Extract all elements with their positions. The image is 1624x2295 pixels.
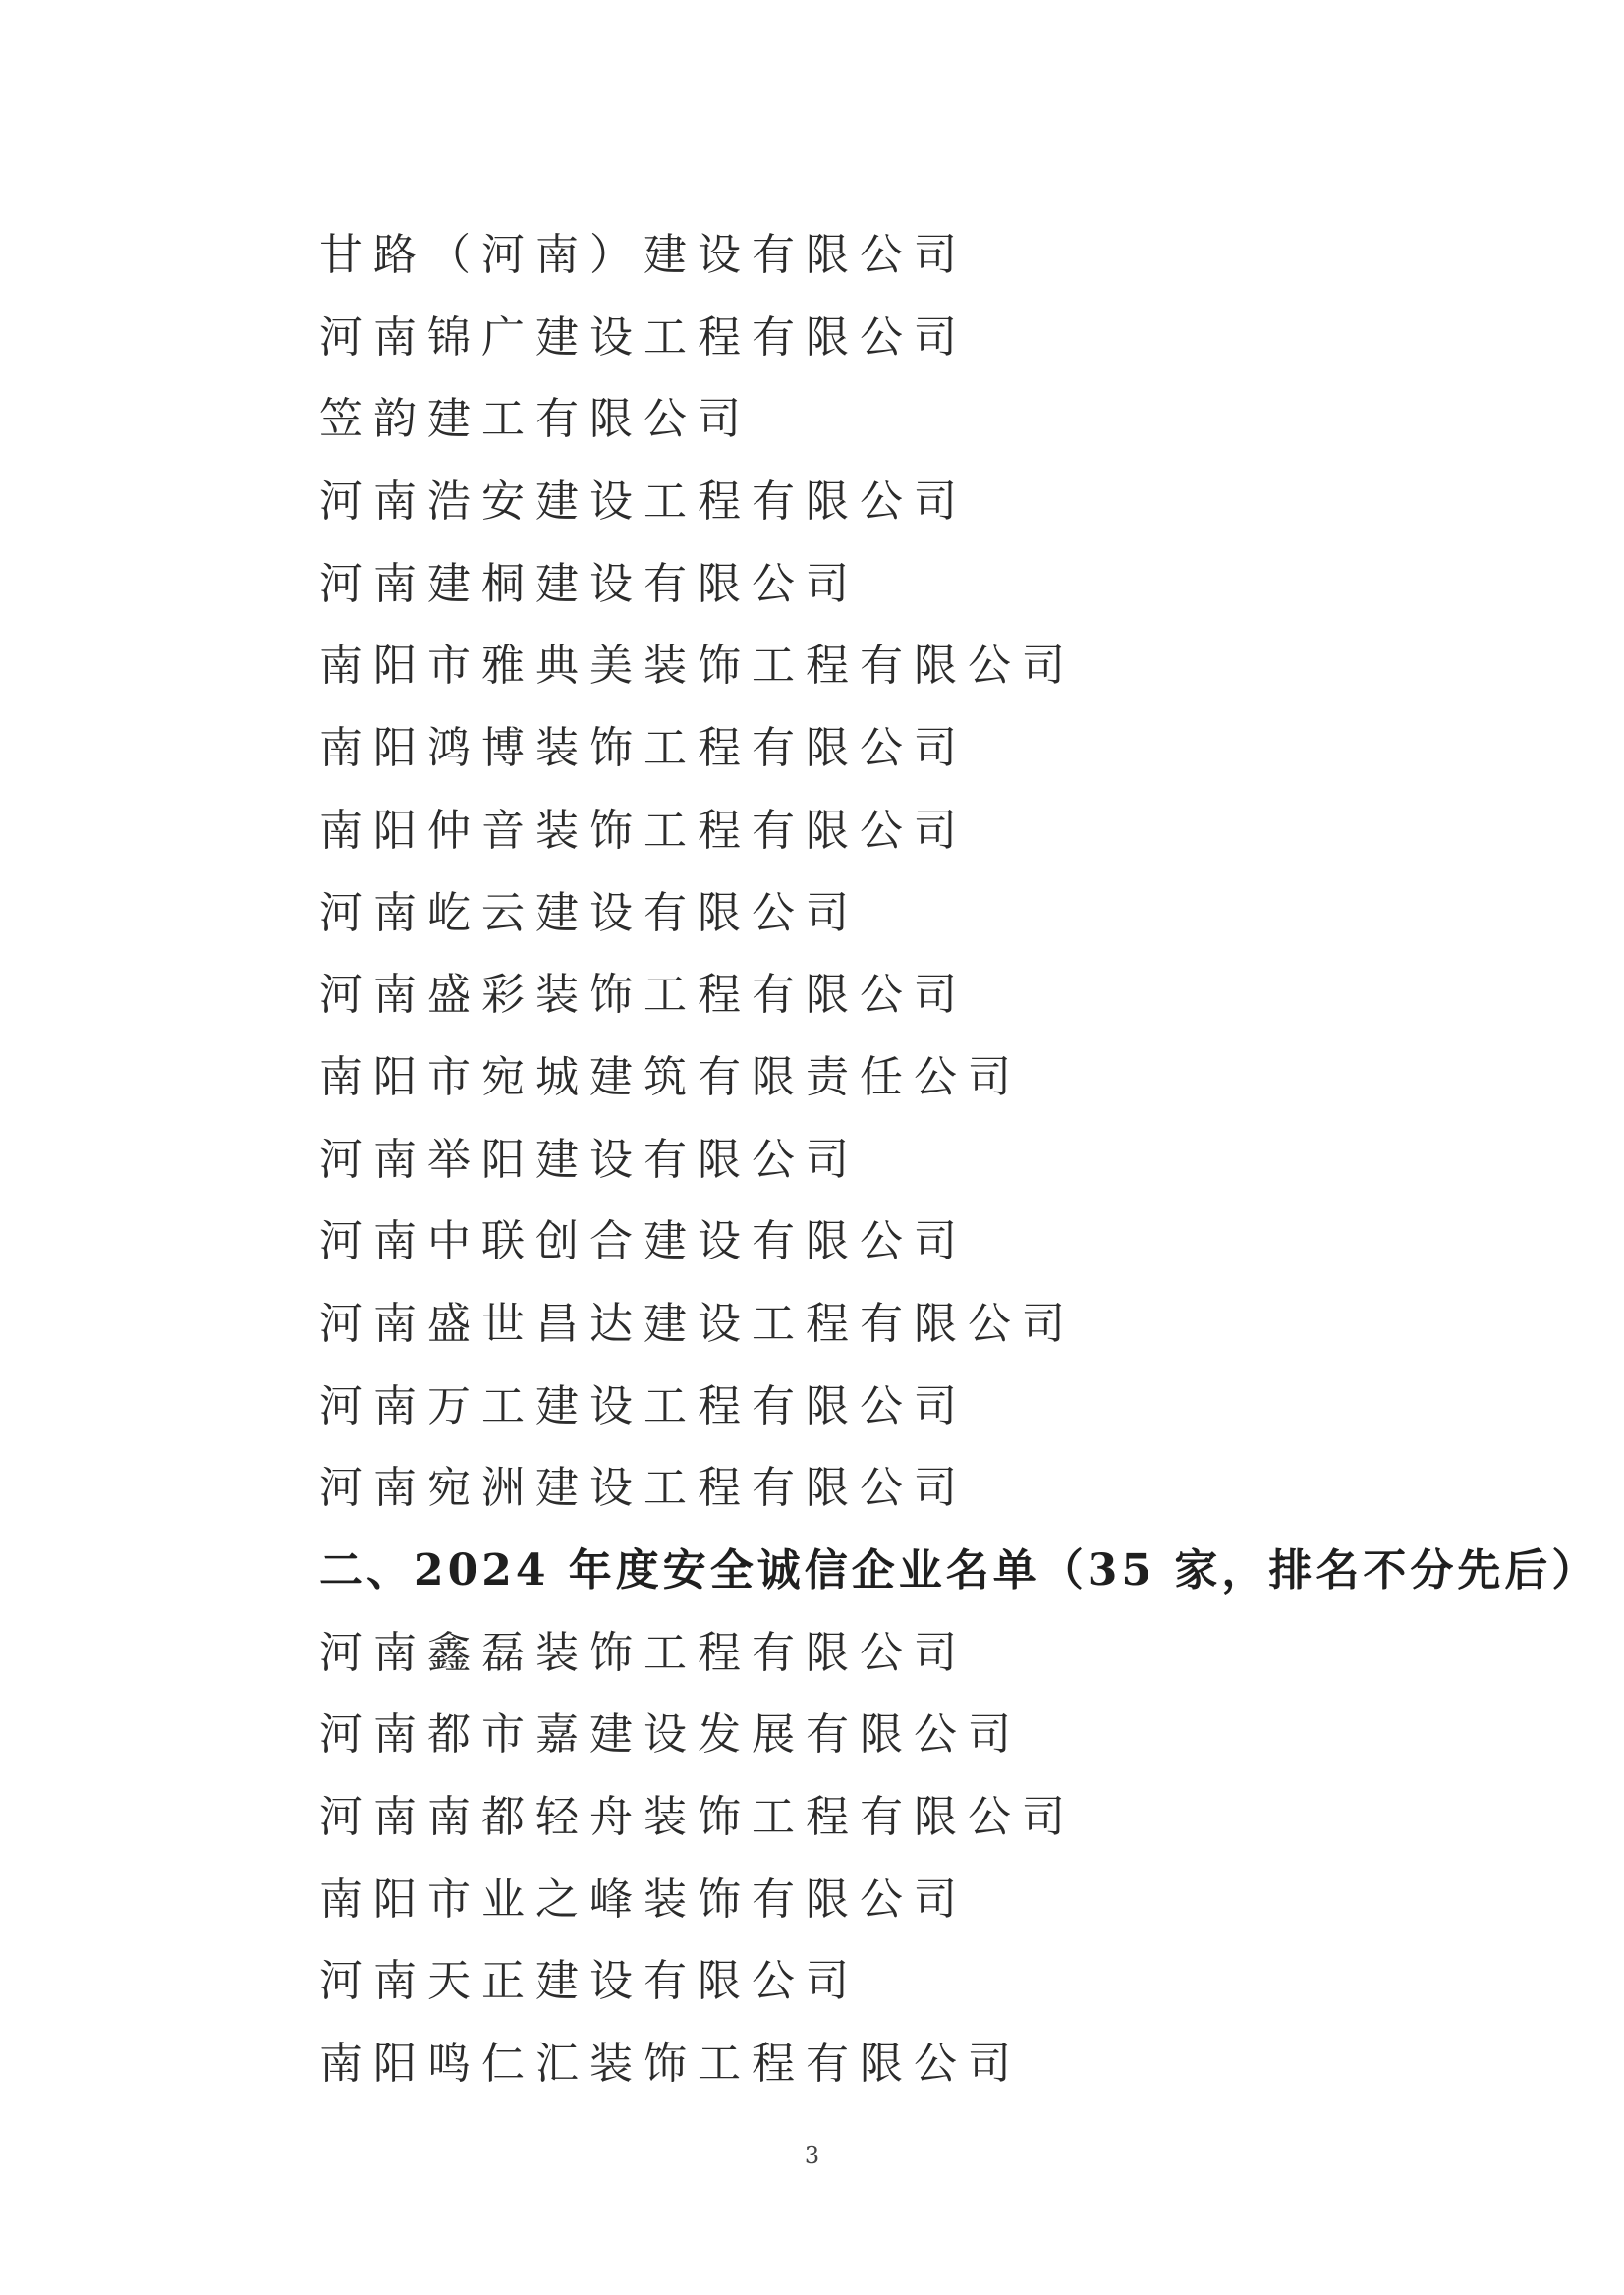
company-name: 南阳市业之峰装饰有限公司	[319, 1874, 968, 1925]
company-name: 河南浩安建设工程有限公司	[319, 476, 968, 528]
company-name: 河南天正建设有限公司	[319, 1956, 860, 2007]
company-name: 南阳鸿博装饰工程有限公司	[319, 723, 968, 774]
company-name: 河南举阳建设有限公司	[319, 1134, 860, 1185]
company-name: 笠韵建工有限公司	[319, 394, 752, 445]
company-name: 河南宛洲建设工程有限公司	[319, 1463, 968, 1514]
page-number: 3	[804, 2142, 820, 2169]
company-name: 南阳市雅典美装饰工程有限公司	[319, 641, 1076, 692]
company-name: 河南南都轻舟装饰工程有限公司	[319, 1792, 1076, 1843]
company-name: 河南盛彩装饰工程有限公司	[319, 970, 968, 1021]
company-name: 甘路（河南）建设有限公司	[319, 230, 968, 280]
company-list	[319, 221, 1598, 2112]
section-heading: 二、2024 年度安全诚信企业名单（35 家，排名不分先后）	[319, 1545, 1599, 1595]
company-name: 河南建桐建设有限公司	[319, 558, 860, 609]
company-name: 河南都市嘉建设发展有限公司	[319, 1709, 1022, 1761]
company-name: 河南鑫磊装饰工程有限公司	[319, 1627, 968, 1678]
company-name: 河南锦广建设工程有限公司	[319, 311, 968, 363]
company-name: 南阳市宛城建筑有限责任公司	[319, 1051, 1022, 1102]
company-name: 南阳仲音装饰工程有限公司	[319, 805, 968, 856]
company-name: 河南万工建设工程有限公司	[319, 1380, 968, 1431]
company-name: 南阳鸣仁汇装饰工程有限公司	[319, 2039, 1022, 2090]
company-name: 河南屹云建设有限公司	[319, 887, 860, 938]
company-name: 河南中联创合建设有限公司	[319, 1216, 968, 1267]
company-name: 河南盛世昌达建设工程有限公司	[319, 1298, 1076, 1349]
